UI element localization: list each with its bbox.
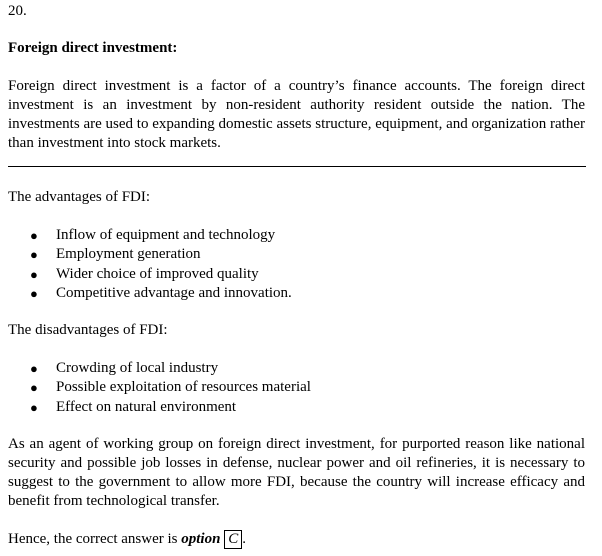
list-item xyxy=(8,398,311,417)
disadvantages-list xyxy=(8,359,311,417)
intro-paragraph: Foreign direct investment is a factor of a country’s finance accounts. The foreign direct investment is an investment by non-resident authority resident outside the nation. The investments are used to expanding domestic assets structure, equipment, and organization rather than investment into stock markets. xyxy=(8,78,585,151)
advantages-heading: The advantages of FDI: xyxy=(8,189,151,205)
bullet-icon: ● xyxy=(30,266,38,282)
list-item-text: Wider choice of improved quality xyxy=(56,265,259,282)
list-item xyxy=(8,284,292,303)
answer-option-box: C xyxy=(224,530,242,549)
list-item-text: Effect on natural environment xyxy=(56,398,237,415)
list-item xyxy=(8,245,292,264)
section-heading: Foreign direct investment: xyxy=(8,40,178,56)
list-item xyxy=(8,265,292,284)
list-item-text: Employment generation xyxy=(56,246,201,263)
bullet-icon: ● xyxy=(30,380,38,396)
disadvantages-heading: The disadvantages of FDI: xyxy=(8,322,168,338)
list-item-text: Crowding of local industry xyxy=(56,360,219,376)
answer-suffix: . xyxy=(242,531,246,547)
bullet-icon: ● xyxy=(30,247,38,263)
bullet-icon: ● xyxy=(30,228,38,243)
bullet-icon: ● xyxy=(30,361,38,376)
bullet-icon: ● xyxy=(30,399,38,415)
answer-line xyxy=(8,530,246,549)
answer-prefix: Hence, the correct answer is xyxy=(8,531,182,547)
list-item-text: Competitive advantage and innovation. xyxy=(56,284,292,301)
list-item-text: Inflow of equipment and technology xyxy=(56,227,276,243)
list-item xyxy=(8,378,311,397)
answer-option-word: option xyxy=(181,531,221,547)
list-item-text: Possible exploitation of resources material xyxy=(56,379,311,396)
conclusion-paragraph: As an agent of working group on foreign direct investment, for purported reason like national security and possible job losses in defense, nuclear power and oil refineries, it is necessary to suggest to the government to allow more FDI, because the country will increase efficacy and benefit from technological transfer. xyxy=(8,436,585,509)
list-item xyxy=(8,359,311,378)
question-number: 20. xyxy=(8,3,27,19)
bullet-icon: ● xyxy=(30,285,38,301)
horizontal-divider xyxy=(8,166,586,167)
list-item xyxy=(8,226,292,245)
advantages-list xyxy=(8,226,292,303)
